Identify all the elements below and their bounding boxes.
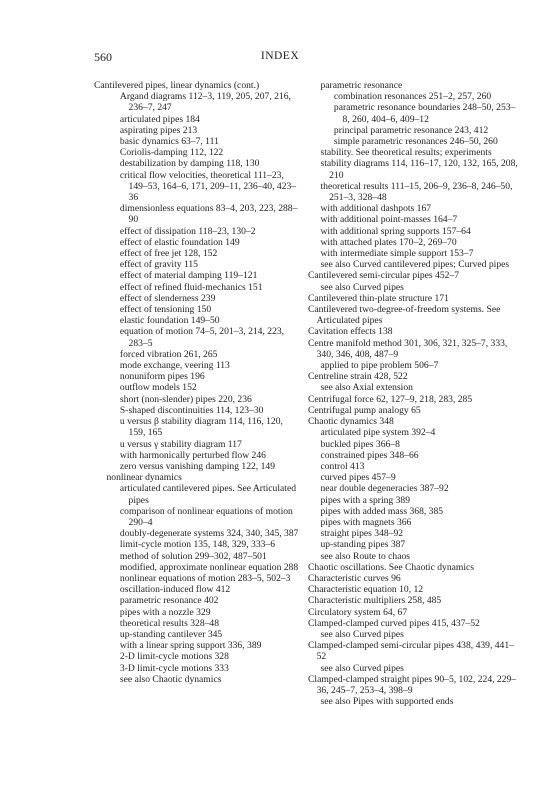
index-entry: see also Pipes with supported ends xyxy=(320,696,454,708)
index-entry: effect of refined fluid-mechanics 151 xyxy=(119,281,263,293)
index-entry: S-shaped discontinuities 114, 123–30 xyxy=(119,404,264,416)
index-entry: doubly-degenerate systems 324, 340, 345, 387 xyxy=(119,528,299,540)
index-entry: see also Curved pipes xyxy=(320,662,404,674)
index-entry: see also Chaotic dynamics xyxy=(119,673,222,685)
index-entry: 3-D limit-cycle motions 333 xyxy=(119,662,229,674)
index-entry: see also Curved pipes xyxy=(320,281,404,293)
index-entry: 2-D limit-cycle motions 328 xyxy=(119,651,229,663)
index-entry: Cantilevered two-degree-of-freedom systems. See Articulated pipes xyxy=(308,304,501,327)
index-entry: Cantilevered pipes, linear dynamics (cont.) xyxy=(94,80,260,91)
index-entry: effect of slenderness 239 xyxy=(119,292,216,304)
index-entry: with additional dashpots 167 xyxy=(320,203,432,215)
index-entry: principal parametric resonance 243, 412 xyxy=(333,124,489,136)
index-entry: equation of motion 74–5, 201–3, 214, 223, 283–5 xyxy=(119,326,285,349)
index-entry: applied to pipe problem 506–7 xyxy=(320,360,439,372)
index-entry: pipes with magnets 366 xyxy=(320,516,412,528)
index-entry: stability. See theoretical results; experiments xyxy=(320,147,492,159)
index-entry: curved pipes 457–9 xyxy=(320,472,396,484)
index-entry: up-standing pipes 387 xyxy=(320,539,406,551)
index-entry: destabilization by damping 118, 130 xyxy=(119,158,260,170)
index-entry: limit-cycle motion 135, 148, 329, 333–6 xyxy=(119,539,276,551)
index-entry: stability diagrams 114, 116–17, 120, 132, 165, 208, 210 xyxy=(320,158,518,181)
index-entry: Characteristic equation 10, 12 xyxy=(308,584,424,596)
index-entry: Cantilevered thin-plate structure 171 xyxy=(308,292,449,304)
page-number: 560 xyxy=(94,50,112,64)
index-entry: aspirating pipes 213 xyxy=(119,124,198,136)
index-entry: u versus γ stability diagram 117 xyxy=(119,438,242,450)
index-entry: effect of material damping 119–121 xyxy=(119,270,258,282)
index-entry: Coriolis-damping 112, 122 xyxy=(119,147,224,159)
index-entry: Cavitation effects 138 xyxy=(308,326,393,338)
index-entry: articulated pipes 184 xyxy=(119,113,200,125)
index-entry: control 413 xyxy=(320,460,365,472)
running-head: INDEX xyxy=(260,50,300,62)
index-column-left xyxy=(94,80,300,685)
index-entry: Clamped-clamped curved pipes 415, 437–52 xyxy=(308,617,480,629)
index-entry: see also Axial extension xyxy=(320,382,413,394)
index-entry: buckled pipes 366–8 xyxy=(320,438,400,450)
index-entry: simple parametric resonances 246–50, 260 xyxy=(333,136,498,148)
index-entry: effect of gravity 115 xyxy=(119,259,198,271)
index-entry: pipes with a nozzle 329 xyxy=(119,606,211,618)
index-entry: with additional spring supports 157–64 xyxy=(320,225,471,237)
index-entry: nonlinear equations of motion 283–5, 502–3 xyxy=(119,572,291,584)
index-entry: critical flow velocities, theoretical 111–23, 149–53, 164–6, 171, 209–11, 236–40, 423–36 xyxy=(119,169,297,204)
index-entry: up-standing cantilever 345 xyxy=(119,628,223,640)
index-entry: outflow models 152 xyxy=(119,382,197,394)
index-entry: pipes with a spring 389 xyxy=(320,494,411,506)
index-entry: constrained pipes 348–66 xyxy=(320,449,419,461)
index-entry: Clamped-clamped semi-circular pipes 438, 439, 441–52 xyxy=(308,640,514,663)
index-entry: near double degeneracies 387–92 xyxy=(320,483,449,495)
index-entry: with attached plates 170–2, 269–70 xyxy=(320,236,457,248)
index-entry: short (non-slender) pipes 220, 236 xyxy=(119,393,252,405)
index-entry: pipes with added mass 368, 385 xyxy=(320,505,444,517)
index-entry: effect of dissipation 118–23, 130–2 xyxy=(119,225,256,237)
index-entry: parametric resonance boundaries 248–50, 253–8, 260, 404–6, 409–12 xyxy=(333,102,516,125)
index-entry: comparison of nonlinear equations of motion 290–4 xyxy=(119,505,293,528)
index-entry: Chaotic dynamics 348 xyxy=(308,416,394,428)
index-entry: straight pipes 348–92 xyxy=(320,528,404,540)
index-entry: u versus β stability diagram 114, 116, 120, 159, 165 xyxy=(119,416,283,439)
index-entry: oscillation-induced flow 412 xyxy=(119,584,231,596)
index-entry: nonlinear dynamics xyxy=(106,472,182,484)
index-entry: nonuniform pipes 196 xyxy=(119,371,205,383)
index-entry: modified, approximate nonlinear equation 288 xyxy=(119,561,299,573)
index-entry: Characteristic curves 96 xyxy=(308,572,401,584)
index-entry: with intermediate simple support 153–7 xyxy=(320,248,474,260)
page-header xyxy=(94,50,466,66)
index-entry: see also Curved pipes xyxy=(320,628,404,640)
index-entry: zero versus vanishing damping 122, 149 xyxy=(119,460,275,472)
index-entry: see also Route to chaos xyxy=(320,550,411,562)
index-column-right xyxy=(308,80,518,707)
index-entry: forced vibration 261, 265 xyxy=(119,348,218,360)
index-entry: Argand diagrams 112–3, 119, 205, 207, 216, 236–7, 247 xyxy=(119,91,291,114)
index-entry: combination resonances 251–2, 257, 260 xyxy=(333,91,492,103)
index-entry: theoretical results 328–48 xyxy=(119,617,220,629)
index-entry: effect of tensioning 150 xyxy=(119,304,212,316)
index-entry: with a linear spring support 336, 389 xyxy=(119,640,262,652)
index-entry: method of solution 299–302, 487–501 xyxy=(119,550,267,562)
index-entry: parametric resonance 402 xyxy=(119,595,219,607)
index-entry: mode exchange, veering 113 xyxy=(119,360,230,372)
index-entry: see also Curved cantilevered pipes; Curved pipes xyxy=(320,259,510,271)
index-entry: elastic foundation 149–50 xyxy=(119,315,220,327)
index-entry: theoretical results 111–15, 206–9, 236–8, 246–50, 251–3, 328–48 xyxy=(320,180,513,204)
index-entry: Centrifugal force 62, 127–9, 218, 283, 285 xyxy=(308,393,473,405)
index-entry: parametric resonance xyxy=(320,80,403,91)
index-entry: Centrifugal pump analogy 65 xyxy=(308,404,421,416)
index-entry: Clamped-clamped straight pipes 90–5, 102, 224, 229–36, 245–7, 253–4, 398–9 xyxy=(308,673,517,696)
index-entry: with harmonically perturbed flow 246 xyxy=(119,449,266,461)
index-entry: Centre manifold method 301, 306, 321, 325–7, 333, 340, 346, 408, 487–9 xyxy=(308,337,508,360)
index-entry: Characteristic multipliers 258, 485 xyxy=(308,595,442,607)
index-entry: Cantilevered semi-circular pipes 452–7 xyxy=(308,270,460,282)
index-entry: Chaotic oscillations. See Chaotic dynamics xyxy=(308,561,474,573)
index-entry: articulated pipe system 392–4 xyxy=(320,427,436,439)
index-entry: effect of free jet 128, 152 xyxy=(119,248,218,260)
index-entry: articulated cantilevered pipes. See Articulated pipes xyxy=(119,483,296,506)
index-entry: Circulatory system 64, 67 xyxy=(308,606,408,618)
index-entry: Centreline strain 428, 522 xyxy=(308,371,408,383)
index-entry: with additional point-masses 164–7 xyxy=(320,214,458,226)
index-entry: dimensionless equations 83–4, 203, 223, 288–90 xyxy=(119,203,298,226)
index-entry: basic dynamics 63–7, 111 xyxy=(119,136,219,148)
index-entry: effect of elastic foundation 149 xyxy=(119,236,240,248)
